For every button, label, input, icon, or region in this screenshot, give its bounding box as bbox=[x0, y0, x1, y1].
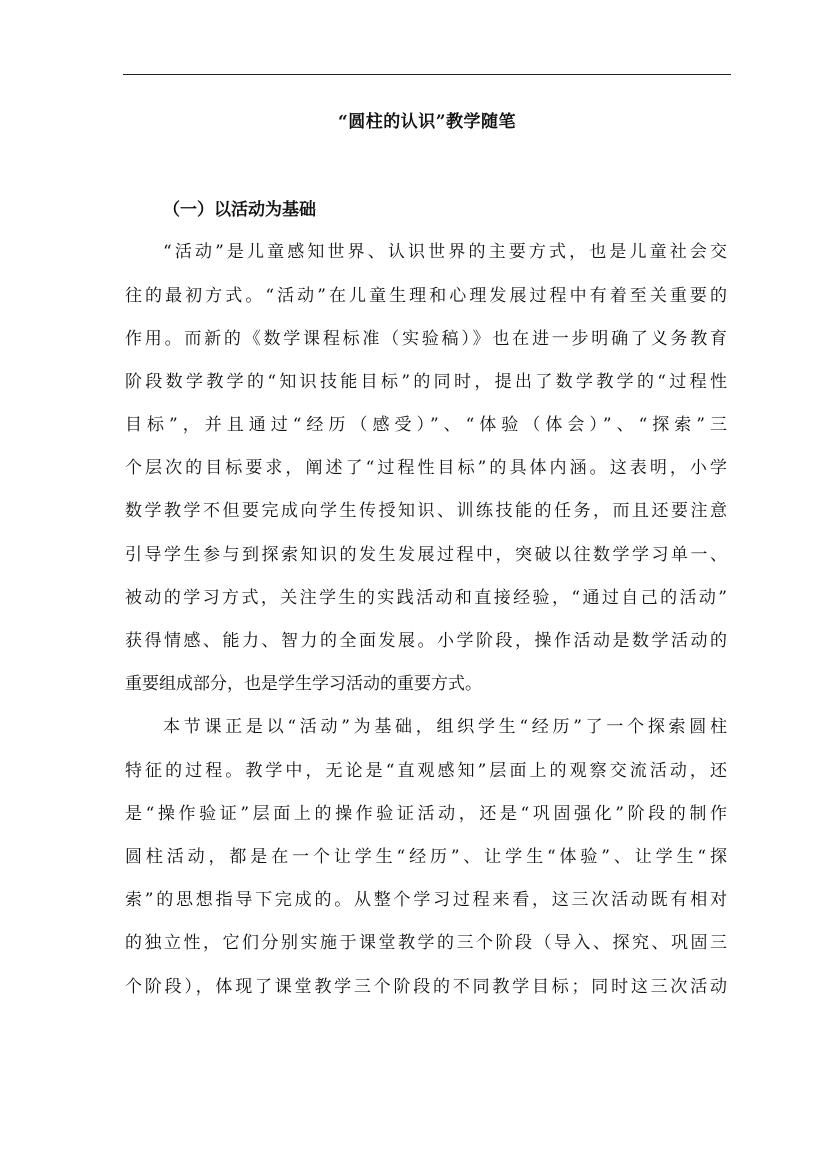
paragraph-1-line: 被动的学习方式，关注学生的实践活动和直接经验，“通过自己的活动” bbox=[125, 588, 727, 608]
paragraph-1-line: 引导学生参与到探索知识的发生发展过程中，突破以往数学学习单一、 bbox=[125, 545, 727, 565]
document-title: “圆柱的认识”教学随笔 bbox=[337, 112, 517, 132]
section-heading: （一）以活动为基础 bbox=[163, 200, 316, 220]
paragraph-1-line: 作用。而新的《数学课程标准（实验稿）》也在进一步明确了义务教育 bbox=[125, 329, 727, 349]
paragraph-2-line: 索”的思想指导下完成的。从整个学习过程来看，这三次活动既有相对 bbox=[125, 890, 727, 910]
paragraph-2-line: 本节课正是以“活动”为基础，组织学生“经历”了一个探索圆柱 bbox=[163, 717, 727, 737]
paragraph-1-line: 个层次的目标要求，阐述了“过程性目标”的具体内涵。这表明，小学 bbox=[125, 458, 727, 478]
paragraph-2-line: 是“操作验证”层面上的操作验证活动，还是“巩固强化”阶段的制作 bbox=[125, 804, 727, 824]
paragraph-1-line: 重要组成部分，也是学生学习活动的重要方式。 bbox=[125, 674, 482, 694]
paragraph-2-line: 个阶段），体现了课堂教学三个阶段的不同教学目标；同时这三次活动 bbox=[125, 977, 727, 997]
paragraph-1-line: 往的最初方式。“活动”在儿童生理和心理发展过程中有着至关重要的 bbox=[125, 286, 727, 306]
paragraph-1-line: 阶段数学教学的“知识技能目标”的同时，提出了数学教学的“过程性 bbox=[125, 372, 727, 392]
paragraph-1-line: 获得情感、能力、智力的全面发展。小学阶段，操作活动是数学活动的 bbox=[125, 631, 727, 651]
paragraph-1-line: 数学教学不但要完成向学生传授知识、训练技能的任务，而且还要注意 bbox=[125, 501, 727, 521]
paragraph-2-line: 圆柱活动，都是在一个让学生“经历”、让学生“体验”、让学生“探 bbox=[125, 847, 727, 867]
paragraph-2-line: 的独立性，它们分别实施于课堂教学的三个阶段（导入、探究、巩固三 bbox=[125, 933, 727, 953]
paragraph-2-line: 特征的过程。教学中，无论是“直观感知”层面上的观察交流活动，还 bbox=[125, 761, 727, 781]
paragraph-1-line: 目标”，并且通过“经历（感受）”、“体验（体会）”、“探索”三 bbox=[125, 415, 727, 435]
header-rule bbox=[123, 74, 731, 75]
paragraph-1-line: “活动”是儿童感知世界、认识世界的主要方式，也是儿童社会交 bbox=[163, 242, 727, 262]
